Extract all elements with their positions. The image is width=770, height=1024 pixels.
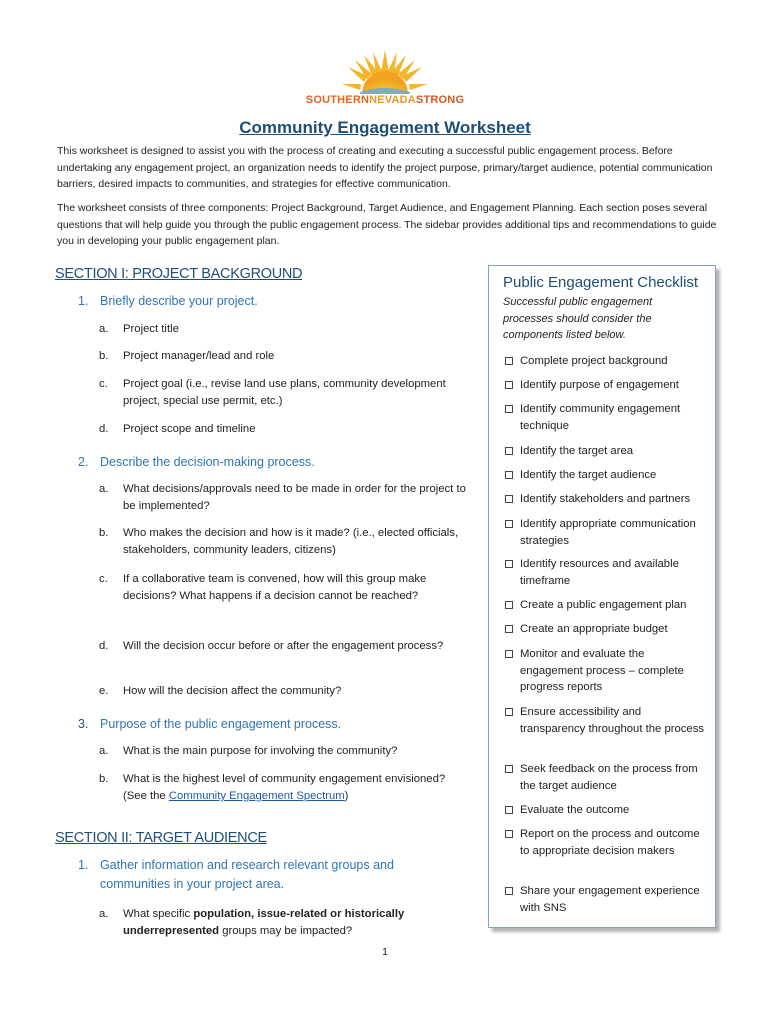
checkbox-icon[interactable] bbox=[505, 447, 513, 455]
list-item: e. How will the decision affect the community? bbox=[99, 685, 342, 697]
list-item: a. Project title bbox=[99, 323, 179, 335]
page-number: 1 bbox=[382, 946, 388, 958]
checkbox-icon[interactable] bbox=[505, 495, 513, 503]
checklist-item: Identify community engagement technique bbox=[503, 401, 709, 434]
intro-paragraph-2: The worksheet consists of three components: Project Background, Target Audience, and Engagement Planning. Each section poses several questions that will help guide you through the public engagement process. The sidebar provides additional tips and recommendations to guide you in developing your public engagement plan. bbox=[57, 202, 717, 247]
checklist-item: Report on the process and outcome to appropriate decision makers bbox=[503, 826, 709, 859]
list-item: a. What specific population, issue-related or historically underrepresented groups may be impacted? bbox=[99, 908, 405, 937]
list-item: a. What is the main purpose for involving the community? bbox=[99, 745, 398, 757]
checkbox-icon[interactable] bbox=[505, 560, 513, 568]
list-item: c. If a collaborative team is convened, how will this group make decisions? What happens if a decision cannot be reached? bbox=[99, 573, 427, 602]
list-item: b. Who makes the decision and how is it made? (i.e., elected officials, stakeholders, community leaders, citizens) bbox=[99, 527, 459, 556]
checkbox-icon[interactable] bbox=[505, 830, 513, 838]
checklist-item: Identify appropriate communication strategies bbox=[503, 516, 709, 549]
sun-logo-icon bbox=[342, 50, 428, 94]
checkbox-icon[interactable] bbox=[505, 381, 513, 389]
intro-paragraph-1: This worksheet is designed to assist you with the process of creating and executing a successful public engagement process. Before undertaking any engagement project, an organization needs to identify the project purpose, primary/target audience, potential communication barriers, desired impacts to communities, and strategies for effective communication. bbox=[57, 145, 713, 190]
sidebar-title: Public Engagement Checklist bbox=[503, 274, 699, 291]
question-2-1: 1. Gather information and research relevant groups and communities in your project area. bbox=[78, 858, 394, 891]
checkbox-icon[interactable] bbox=[505, 708, 513, 716]
checkbox-icon[interactable] bbox=[505, 357, 513, 365]
section-2-heading: SECTION II: TARGET AUDIENCE bbox=[55, 830, 267, 846]
organization-logo bbox=[290, 50, 480, 112]
checkbox-icon[interactable] bbox=[505, 887, 513, 895]
list-item: a. What decisions/approvals need to be made in order for the project to be implemented? bbox=[99, 483, 466, 512]
checklist-item: Share your engagement experience with SNS bbox=[503, 883, 709, 916]
checkbox-icon[interactable] bbox=[505, 601, 513, 609]
checklist-item: Ensure accessibility and transparency throughout the process bbox=[503, 704, 709, 737]
list-item: d. Project scope and timeline bbox=[99, 423, 256, 435]
list-item: b. What is the highest level of community engagement envisioned? (See the Community Engagement Spectrum) bbox=[99, 773, 446, 802]
engagement-spectrum-link[interactable]: Community Engagement Spectrum bbox=[168, 790, 345, 802]
checklist-item: Seek feedback on the process from the target audience bbox=[503, 761, 709, 794]
section-1-heading: SECTION I: PROJECT BACKGROUND bbox=[55, 266, 303, 282]
checklist-item: Create an appropriate budget bbox=[503, 621, 709, 638]
sidebar-subtitle: Successful public engagement processes should consider the components listed below. bbox=[503, 296, 653, 341]
checklist-item: Monitor and evaluate the engagement process – complete progress reports bbox=[503, 646, 709, 696]
checklist-item: Identify the target area bbox=[503, 443, 709, 460]
list-item: d. Will the decision occur before or after the engagement process? bbox=[99, 640, 444, 652]
question-1-1: 1. Briefly describe your project. bbox=[78, 294, 258, 308]
checklist-item: Evaluate the outcome bbox=[503, 802, 709, 819]
checkbox-icon[interactable] bbox=[505, 520, 513, 528]
checkbox-icon[interactable] bbox=[505, 405, 513, 413]
checklist-item: Identify purpose of engagement bbox=[503, 377, 709, 394]
checklist-item: Complete project background bbox=[503, 353, 709, 370]
checkbox-icon[interactable] bbox=[505, 765, 513, 773]
checklist-item: Identify resources and available timeframe bbox=[503, 556, 709, 589]
question-1-3: 3. Purpose of the public engagement process. bbox=[78, 717, 342, 731]
checklist-item: Identify the target audience bbox=[503, 467, 709, 484]
checkbox-icon[interactable] bbox=[505, 650, 513, 658]
checkbox-icon[interactable] bbox=[505, 625, 513, 633]
list-item: c. Project goal (i.e., revise land use plans, community development project, special use permit, etc.) bbox=[99, 378, 446, 407]
list-item: b. Project manager/lead and role bbox=[99, 350, 275, 362]
checklist-item: Identify stakeholders and partners bbox=[503, 491, 709, 508]
page-title: Community Engagement Worksheet bbox=[239, 118, 531, 137]
logo-wordmark: SOUTHERNNEVADASTRONG bbox=[305, 94, 465, 106]
checklist-item: Create a public engagement plan bbox=[503, 597, 709, 614]
checklist-sidebar bbox=[488, 265, 716, 928]
question-1-2: 2. Describe the decision-making process. bbox=[78, 455, 315, 469]
checkbox-icon[interactable] bbox=[505, 806, 513, 814]
checkbox-icon[interactable] bbox=[505, 471, 513, 479]
